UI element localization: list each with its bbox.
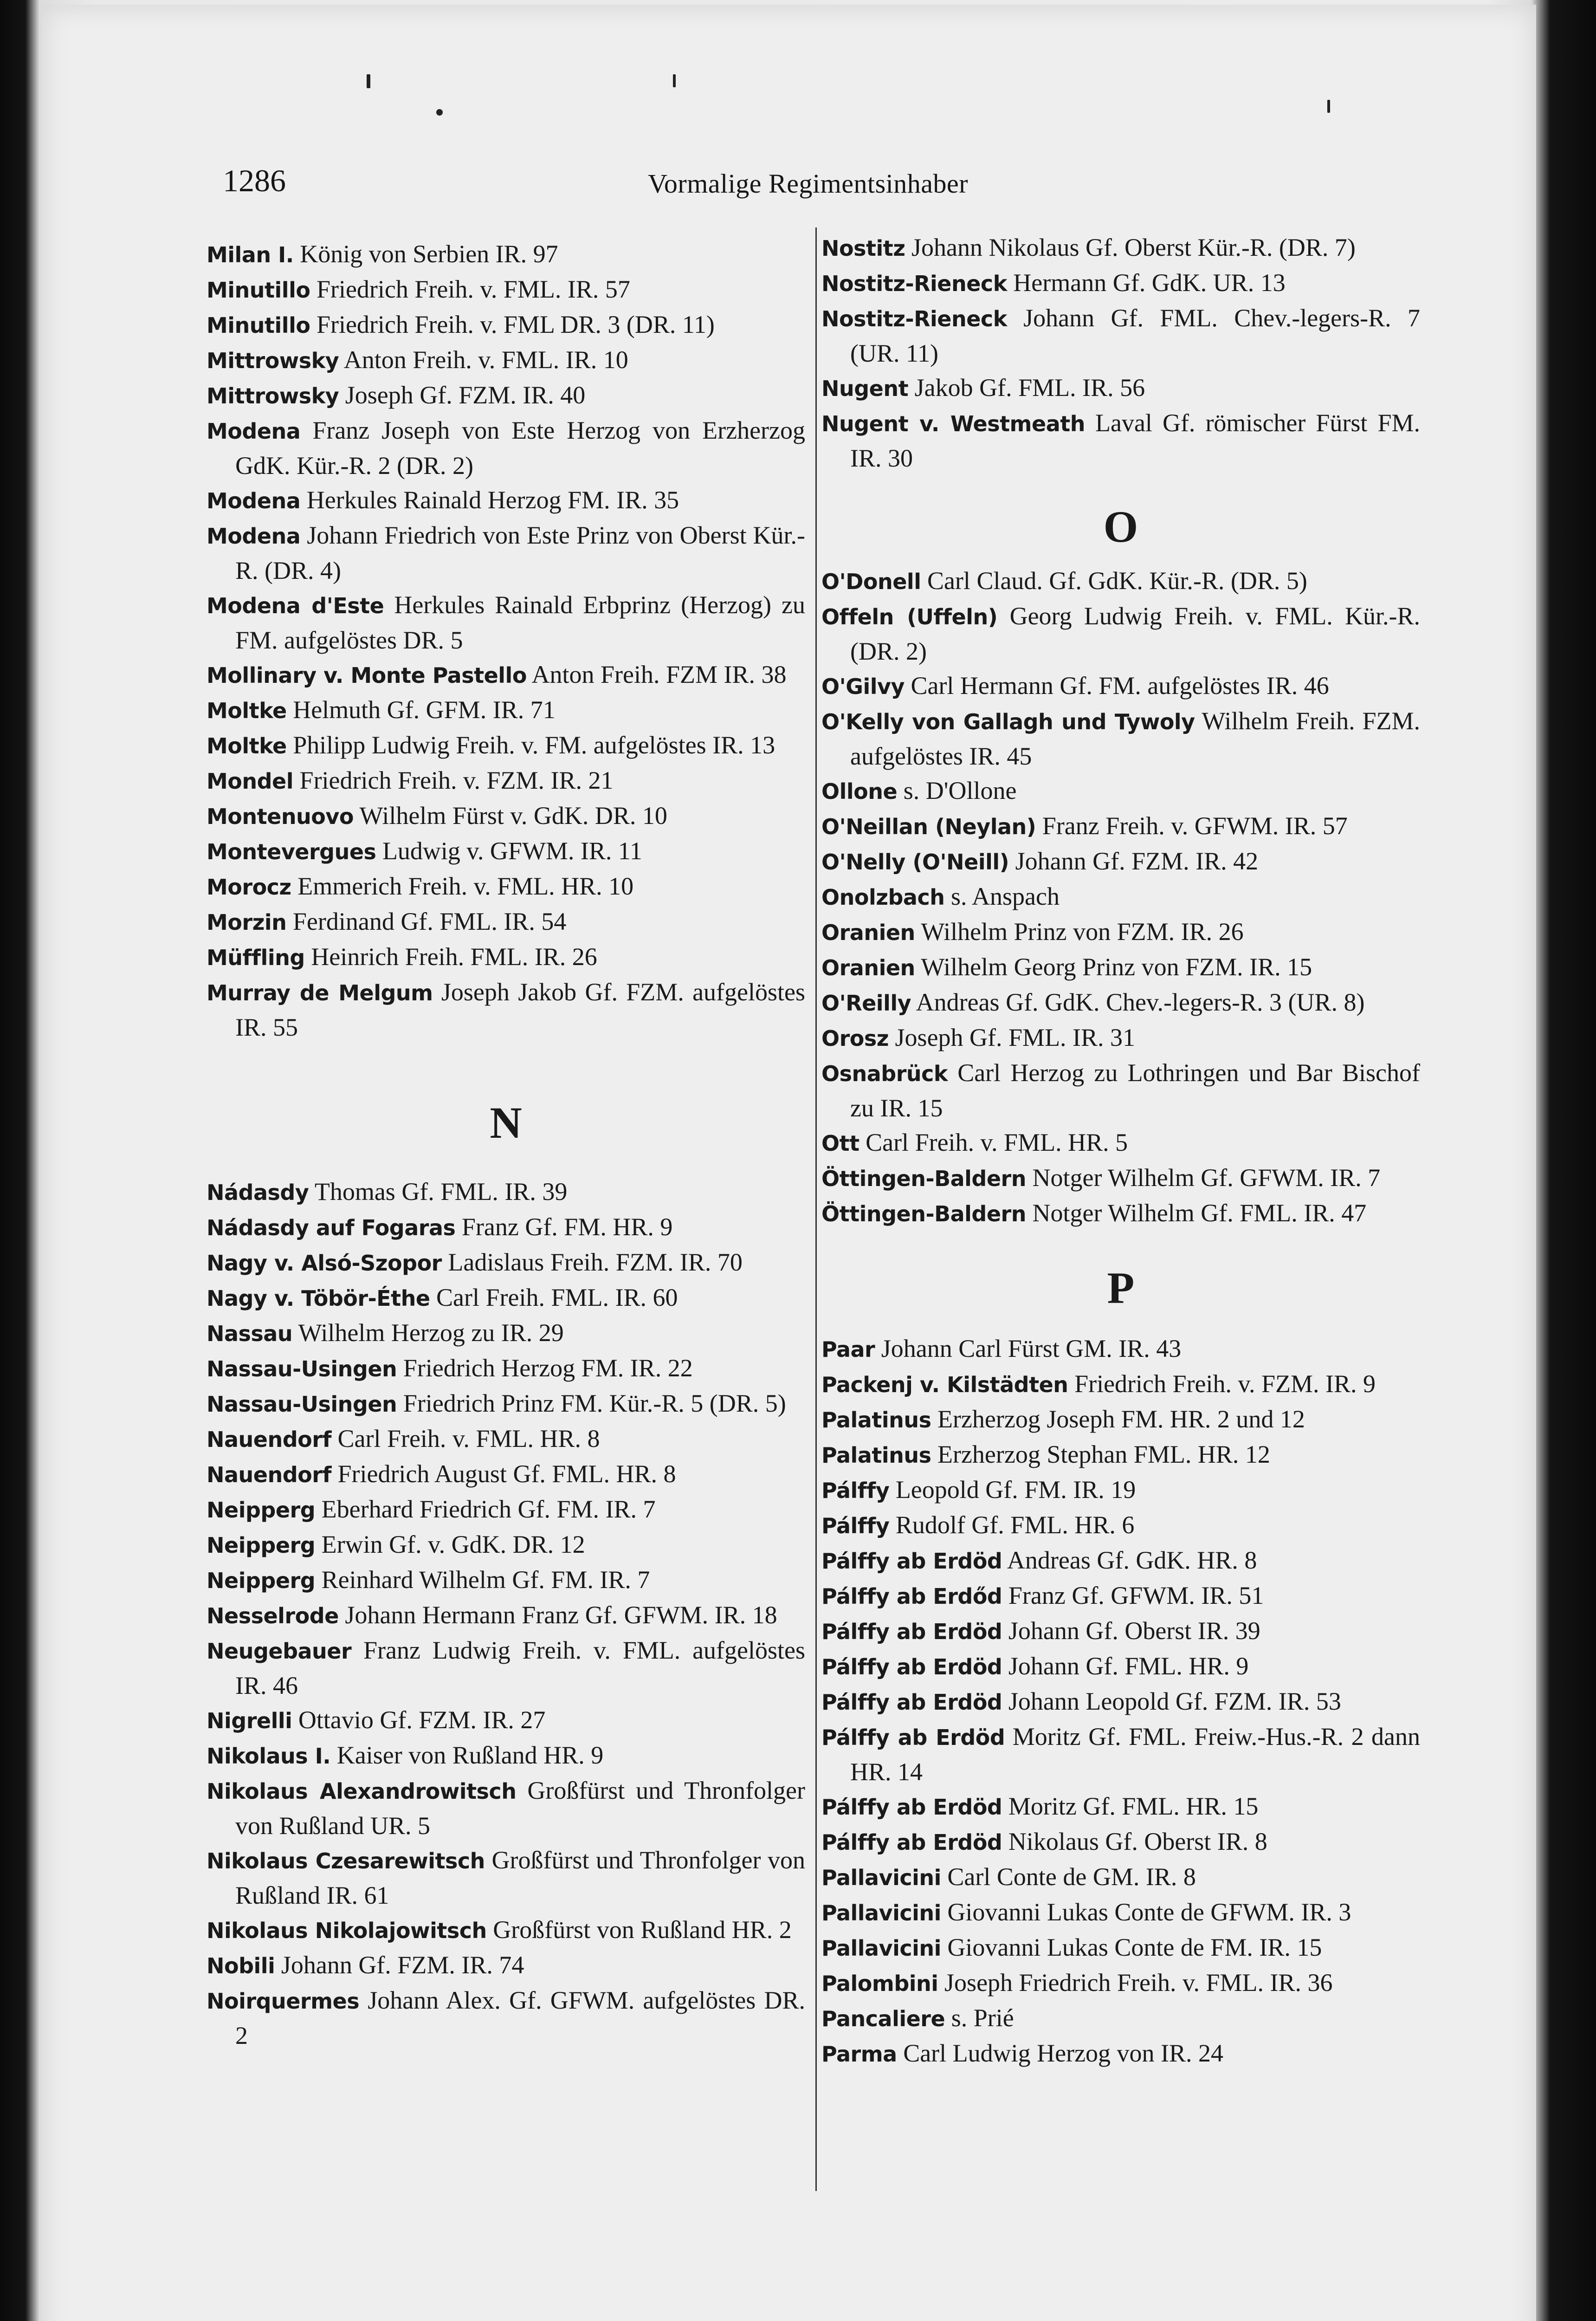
entry-surname: Murray de Melgum (207, 980, 433, 1005)
register-entry (821, 406, 1420, 475)
register-entry (207, 518, 805, 588)
register-entry (821, 599, 1420, 668)
entry-details: Emmerich Freih. v. FML. HR. 10 (297, 872, 634, 900)
register-entry (207, 1316, 805, 1351)
register-entry (207, 272, 805, 307)
entry-surname: Ollone (821, 779, 898, 804)
print-speck (367, 74, 370, 88)
register-entry (821, 230, 1420, 266)
register-entry (207, 869, 805, 904)
entry-details: Ludwig v. GFWM. IR. 11 (382, 837, 642, 865)
entry-surname: Mollinary v. Monte Pastello (207, 663, 527, 688)
register-entry (821, 1437, 1420, 1472)
entry-surname: Pallavicini (821, 1936, 941, 1961)
entry-surname: O'Reilly (821, 991, 911, 1016)
register-entry (821, 1860, 1420, 1895)
entry-details: Andreas Gf. GdK. HR. 8 (1007, 1546, 1257, 1574)
entry-surname: Pálffy ab Erdöd (821, 1654, 1002, 1679)
entry-surname: Nassau-Usingen (207, 1356, 397, 1381)
entry-details: Carl Hermann Gf. FM. aufgelöstes IR. 46 (911, 672, 1329, 700)
register-entry (821, 1895, 1420, 1930)
entry-surname: Oranien (821, 920, 915, 945)
entry-surname: Osnabrück (821, 1061, 948, 1086)
register-entry (821, 266, 1420, 301)
running-title: Vormalige Regimentsinhaber (648, 169, 969, 199)
register-entry (207, 940, 805, 975)
register-entry (207, 975, 805, 1044)
entry-details: Johann Gf. FML. Chev.-legers-R. 7 (UR. 11) (850, 304, 1421, 367)
section-letter-o: O (1103, 502, 1138, 551)
entry-details: Johann Gf. FZM. IR. 74 (281, 1951, 524, 1979)
register-entry (821, 1684, 1420, 1719)
register-entry (207, 483, 805, 518)
register-entry (207, 693, 805, 728)
register-entry (821, 1056, 1420, 1125)
register-entry (821, 1614, 1420, 1649)
right-column (821, 230, 1420, 2071)
entry-details: Giovanni Lukas Conte de FM. IR. 15 (947, 1933, 1322, 1961)
register-entry (207, 1983, 805, 2053)
entries-n (207, 1174, 805, 2053)
register-entry (207, 1633, 805, 1703)
entry-details: Leopold Gf. FM. IR. 19 (895, 1476, 1136, 1504)
entry-surname: Pálffy (821, 1478, 890, 1503)
register-entry (207, 237, 805, 272)
entry-surname: Neugebauer (207, 1639, 352, 1664)
entry-details: Nikolaus Gf. Oberst IR. 8 (1008, 1828, 1267, 1855)
entry-surname: Pálffy ab Erdöd (821, 1830, 1002, 1855)
entry-surname: Milan I. (207, 242, 294, 267)
register-entry (207, 798, 805, 834)
entry-details: Großfürst und Thronfolger von Rußland IR. 61 (235, 1846, 806, 1909)
entry-details: Moritz Gf. FML. HR. 15 (1008, 1792, 1259, 1820)
entry-details: Johann Nikolaus Gf. Oberst Kür.-R. (DR. 7) (911, 233, 1356, 261)
entry-surname: Nauendorf (207, 1427, 331, 1452)
entry-details: Franz Joseph von Este Herzog von Erzherzog GdK. Kür.-R. 2 (DR. 2) (235, 416, 806, 480)
entries-m (207, 237, 805, 1044)
entry-surname: Nikolaus I. (207, 1744, 331, 1769)
entry-details: Johann Leopold Gf. FZM. IR. 53 (1008, 1687, 1341, 1715)
register-entry (207, 1527, 805, 1562)
register-entry (821, 1160, 1420, 1196)
register-entry (207, 413, 805, 483)
entry-surname: O'Nelly (O'Neill) (821, 849, 1009, 875)
entry-surname: Neipperg (207, 1498, 316, 1523)
entry-details: Carl Herzog zu Lothringen und Bar Bischof zu IR. 15 (850, 1059, 1421, 1122)
register-entry (821, 1472, 1420, 1508)
page-number: 1286 (223, 163, 286, 198)
entry-details: Wilhelm Georg Prinz von FZM. IR. 15 (921, 953, 1312, 981)
entry-details: Johann Gf. Oberst IR. 39 (1008, 1617, 1260, 1645)
register-entry (821, 1543, 1420, 1578)
register-entry (207, 1492, 805, 1527)
entry-surname: Parma (821, 2042, 897, 2067)
book-page (42, 5, 1536, 2321)
register-entry (821, 1020, 1420, 1056)
entry-surname: Palatinus (821, 1443, 931, 1468)
entry-details: Friedrich Freih. v. FML DR. 3 (DR. 11) (316, 311, 715, 338)
register-entry (821, 879, 1420, 914)
entry-surname: Pallavicini (821, 1865, 941, 1890)
register-entry (207, 588, 805, 657)
entry-surname: Packenj v. Kilstädten (821, 1372, 1068, 1397)
entry-surname: Nádasdy auf Fogaras (207, 1215, 456, 1240)
entry-surname: Morocz (207, 875, 291, 900)
entry-surname: Nigrelli (207, 1708, 292, 1733)
entry-details: Helmuth Gf. GFM. IR. 71 (293, 696, 556, 724)
entry-details: Heinrich Freih. FML. IR. 26 (311, 943, 597, 971)
entry-details: Wilhelm Freih. FZM. aufgelöstes IR. 45 (850, 707, 1420, 770)
register-entry (821, 1402, 1420, 1437)
register-entry (821, 2001, 1420, 2036)
entry-surname: Nassau (207, 1321, 293, 1346)
register-entry (207, 1738, 805, 1773)
register-entry (821, 1649, 1420, 1684)
register-entry (821, 564, 1420, 599)
left-column (207, 237, 805, 2053)
entry-surname: Nostitz (821, 236, 905, 261)
entry-surname: Nagy v. Töbör-Éthe (207, 1286, 430, 1311)
entries-p (821, 1331, 1420, 2071)
register-entry (821, 1367, 1420, 1402)
entry-details: Franz Ludwig Freih. v. FML. aufgelöstes IR. 46 (235, 1636, 805, 1699)
register-entry (207, 378, 805, 413)
register-entry (821, 301, 1420, 370)
register-entry (821, 668, 1420, 704)
entry-details: Carl Freih. v. FML. HR. 5 (866, 1128, 1128, 1156)
entry-surname: Minutillo (207, 278, 310, 303)
register-entry (821, 1578, 1420, 1614)
entry-details: Joseph Gf. FML. IR. 31 (895, 1024, 1136, 1051)
register-entry (207, 728, 805, 763)
register-entry (207, 763, 805, 798)
entry-details: Herkules Rainald Erbprinz (Herzog) zu FM. aufgelöstes DR. 5 (235, 591, 805, 654)
register-entry (821, 1824, 1420, 1860)
entries-o (821, 564, 1420, 1231)
register-entry (207, 307, 805, 343)
print-speck (436, 109, 443, 116)
entry-details: Hermann Gf. GdK. UR. 13 (1013, 269, 1286, 297)
register-entry (821, 950, 1420, 985)
entry-surname: Onolzbach (821, 885, 945, 910)
register-entry (207, 1562, 805, 1598)
entry-surname: Neipperg (207, 1533, 316, 1558)
entry-details: Notger Wilhelm Gf. GFWM. IR. 7 (1032, 1164, 1381, 1192)
entry-details: Joseph Friedrich Freih. v. FML. IR. 36 (944, 1969, 1333, 1997)
entry-surname: Palombini (821, 1971, 938, 1996)
register-entry (821, 1125, 1420, 1160)
entry-details: Jakob Gf. FML. IR. 56 (914, 374, 1145, 402)
entry-surname: Pálffy ab Erdöd (821, 1549, 1002, 1574)
entry-surname: O'Kelly von Gallagh und Tywoly (821, 709, 1195, 734)
entry-surname: Pálffy ab Erdőd (821, 1584, 1002, 1609)
entry-surname: Montevergues (207, 839, 376, 864)
register-entry (207, 343, 805, 378)
entry-details: Erwin Gf. v. GdK. DR. 12 (321, 1530, 585, 1558)
register-entry (207, 1421, 805, 1457)
register-entry (821, 773, 1420, 809)
entry-surname: Morzin (207, 910, 287, 935)
entry-details: Thomas Gf. FML. IR. 39 (314, 1178, 568, 1206)
register-entry (821, 1930, 1420, 1965)
register-entry (207, 1280, 805, 1316)
entry-surname: Modena (207, 419, 301, 444)
entry-details: Ottavio Gf. FZM. IR. 27 (298, 1706, 546, 1734)
entry-details: Philipp Ludwig Freih. v. FM. aufgelöstes IR. 13 (293, 731, 775, 759)
entry-details: Friedrich Prinz FM. Kür.-R. 5 (DR. 5) (403, 1389, 786, 1417)
register-entry (821, 370, 1420, 406)
entry-surname: Nauendorf (207, 1462, 331, 1487)
entry-surname: Noirquermes (207, 1989, 360, 2014)
entry-surname: Nostitz-Rieneck (821, 306, 1007, 331)
register-entry (821, 914, 1420, 950)
entry-surname: O'Gilvy (821, 674, 905, 699)
entry-surname: Pálffy ab Erdöd (821, 1619, 1002, 1644)
register-entry (207, 834, 805, 869)
entry-details: Ferdinand Gf. FML. IR. 54 (292, 908, 567, 935)
register-entry (207, 1210, 805, 1245)
register-entry (207, 1773, 805, 1843)
entry-surname: Mondel (207, 769, 294, 794)
entry-details: Friedrich Freih. v. FML. IR. 57 (316, 275, 630, 303)
register-entry (821, 809, 1420, 844)
entry-surname: Nikolaus Alexandrowitsch (207, 1779, 517, 1804)
register-entry (207, 1351, 805, 1386)
entry-details: Carl Freih. FML. IR. 60 (436, 1284, 678, 1311)
register-entry (207, 904, 805, 940)
register-entry (207, 1174, 805, 1210)
entry-surname: Minutillo (207, 313, 310, 338)
entry-surname: Nostitz-Rieneck (821, 271, 1007, 296)
print-speck (1327, 100, 1330, 113)
entry-details: Moritz Gf. FML. Freiw.-Hus.-R. 2 dann HR. 14 (850, 1723, 1420, 1786)
entry-details: Friedrich August Gf. FML. HR. 8 (337, 1460, 676, 1488)
register-entry (821, 1965, 1420, 2001)
entry-surname: Öttingen-Baldern (821, 1201, 1026, 1226)
entry-surname: Modena (207, 524, 301, 549)
entry-details: Carl Claud. Gf. GdK. Kür.-R. (DR. 5) (927, 567, 1307, 595)
entry-details: Johann Gf. FML. HR. 9 (1008, 1652, 1249, 1680)
register-entry (207, 1598, 805, 1633)
entry-details: Franz Gf. GFWM. IR. 51 (1008, 1582, 1264, 1609)
entry-details: König von Serbien IR. 97 (300, 240, 558, 268)
register-entry (821, 1719, 1420, 1789)
entry-details: Johann Hermann Franz Gf. GFWM. IR. 18 (345, 1601, 777, 1629)
entry-surname: Nagy v. Alsó-Szopor (207, 1251, 442, 1276)
print-speck (673, 74, 676, 87)
register-entry (207, 1703, 805, 1738)
register-entry (207, 1948, 805, 1983)
entry-surname: Nugent (821, 376, 909, 401)
entry-details: Wilhelm Fürst v. GdK. DR. 10 (359, 802, 667, 830)
entry-surname: Modena (207, 488, 301, 513)
entry-details: s. Anspach (950, 882, 1060, 910)
entry-details: Notger Wilhelm Gf. FML. IR. 47 (1032, 1199, 1367, 1227)
entry-surname: Nobili (207, 1953, 275, 1978)
entry-details: Rudolf Gf. FML. HR. 6 (895, 1511, 1135, 1539)
column-divider (815, 227, 817, 2191)
entry-surname: Pancaliere (821, 2006, 945, 2031)
entry-details: Johann Alex. Gf. GFWM. aufgelöstes DR. 2 (235, 1986, 806, 2049)
entry-details: Wilhelm Herzog zu IR. 29 (298, 1319, 564, 1347)
entry-surname: Montenuovo (207, 804, 354, 829)
entry-details: Anton Freih. FZM IR. 38 (531, 661, 787, 688)
entry-details: s. Prié (951, 2004, 1014, 2032)
register-entry (821, 704, 1420, 773)
register-entry (821, 2036, 1420, 2071)
entry-surname: Modena d'Este (207, 593, 384, 618)
entry-surname: Oranien (821, 955, 915, 980)
section-letter-p: P (1107, 1263, 1135, 1313)
entry-details: Laval Gf. römischer Fürst FM. IR. 30 (850, 409, 1420, 472)
register-entry (821, 985, 1420, 1020)
register-entry (207, 1913, 805, 1948)
entry-details: Andreas Gf. GdK. Chev.-legers-R. 3 (UR. 8) (916, 988, 1365, 1016)
register-entry (207, 657, 805, 693)
entry-details: Kaiser von Rußland HR. 9 (336, 1741, 604, 1769)
entry-details: Erzherzog Stephan FML. HR. 12 (937, 1440, 1270, 1468)
register-entry (207, 1245, 805, 1280)
entry-surname: Nikolaus Nikolajowitsch (207, 1918, 487, 1943)
entry-surname: Pálffy ab Erdöd (821, 1690, 1002, 1715)
entry-details: Herkules Rainald Herzog FM. IR. 35 (306, 486, 679, 514)
entry-details: Friedrich Freih. v. FZM. IR. 9 (1074, 1370, 1376, 1398)
entry-details: Friedrich Freih. v. FZM. IR. 21 (299, 766, 614, 794)
entry-details: Joseph Jakob Gf. FZM. aufgelöstes IR. 55 (235, 978, 805, 1041)
entry-details: Carl Conte de GM. IR. 8 (947, 1863, 1196, 1891)
entry-details: Johann Carl Fürst GM. IR. 43 (881, 1335, 1182, 1362)
entry-surname: Offeln (Uffeln) (821, 604, 998, 629)
entry-surname: Pálffy ab Erdöd (821, 1795, 1002, 1820)
entry-details: Friedrich Herzog FM. IR. 22 (403, 1354, 693, 1382)
register-entry (821, 1331, 1420, 1367)
entry-surname: Nugent v. Westmeath (821, 411, 1085, 436)
entry-details: Joseph Gf. FZM. IR. 40 (345, 381, 586, 409)
entry-details: Erzherzog Joseph FM. HR. 2 und 12 (937, 1405, 1305, 1433)
entry-surname: Ott (821, 1131, 859, 1156)
entry-surname: Pallavicini (821, 1900, 941, 1926)
register-entry (821, 1508, 1420, 1543)
register-entry (821, 1789, 1420, 1824)
entry-surname: Nesselrode (207, 1603, 339, 1628)
entry-details: Eberhard Friedrich Gf. FM. IR. 7 (321, 1495, 656, 1523)
register-entry (821, 1196, 1420, 1231)
register-entry (207, 1386, 805, 1421)
entry-surname: Mittrowsky (207, 383, 339, 408)
entry-details: Franz Freih. v. GFWM. IR. 57 (1042, 812, 1348, 840)
entry-details: s. D'Ollone (903, 777, 1017, 804)
entry-details: Wilhelm Prinz von FZM. IR. 26 (921, 918, 1244, 946)
register-entry (207, 1843, 805, 1913)
entry-surname: Müffling (207, 945, 305, 970)
entry-details: Carl Freih. v. FML. HR. 8 (337, 1425, 600, 1452)
entry-surname: Paar (821, 1337, 875, 1362)
entry-surname: Moltke (207, 733, 287, 759)
entry-details: Johann Friedrich von Este Prinz von Oberst Kür.-R. (DR. 4) (235, 521, 805, 584)
entry-surname: Nassau-Usingen (207, 1392, 397, 1417)
entry-surname: Neipperg (207, 1568, 316, 1593)
entry-details: Anton Freih. v. FML. IR. 10 (343, 346, 628, 374)
entry-surname: Nádasdy (207, 1180, 309, 1205)
entry-surname: Pálffy ab Erdöd (821, 1725, 1005, 1750)
page-header (42, 162, 1536, 204)
entry-surname: O'Neillan (Neylan) (821, 814, 1036, 839)
entry-details: Johann Gf. FZM. IR. 42 (1015, 847, 1259, 875)
entry-details: Georg Ludwig Freih. v. FML. Kür.-R. (DR. 2) (850, 602, 1421, 665)
entry-surname: Mittrowsky (207, 348, 339, 373)
register-entry (821, 844, 1420, 879)
register-entry (207, 1457, 805, 1492)
entry-details: Reinhard Wilhelm Gf. FM. IR. 7 (321, 1566, 650, 1594)
entry-surname: Orosz (821, 1026, 889, 1051)
entry-details: Großfürst von Rußland HR. 2 (493, 1916, 792, 1944)
entry-details: Carl Ludwig Herzog von IR. 24 (903, 2039, 1224, 2067)
entry-surname: O'Donell (821, 569, 921, 594)
section-letter-n: N (490, 1098, 522, 1148)
entry-surname: Pálffy (821, 1513, 890, 1538)
entry-surname: Öttingen-Baldern (821, 1166, 1026, 1191)
entry-details: Giovanni Lukas Conte de GFWM. IR. 3 (947, 1898, 1351, 1926)
entry-surname: Nikolaus Czesarewitsch (207, 1848, 485, 1874)
entries-n-continued (821, 230, 1420, 475)
entry-details: Ladislaus Freih. FZM. IR. 70 (448, 1248, 743, 1276)
entry-surname: Palatinus (821, 1407, 931, 1433)
entry-details: Franz Gf. FM. HR. 9 (461, 1213, 673, 1241)
entry-surname: Moltke (207, 698, 287, 723)
entry-details: Großfürst und Thronfolger von Rußland UR. 5 (235, 1776, 805, 1840)
